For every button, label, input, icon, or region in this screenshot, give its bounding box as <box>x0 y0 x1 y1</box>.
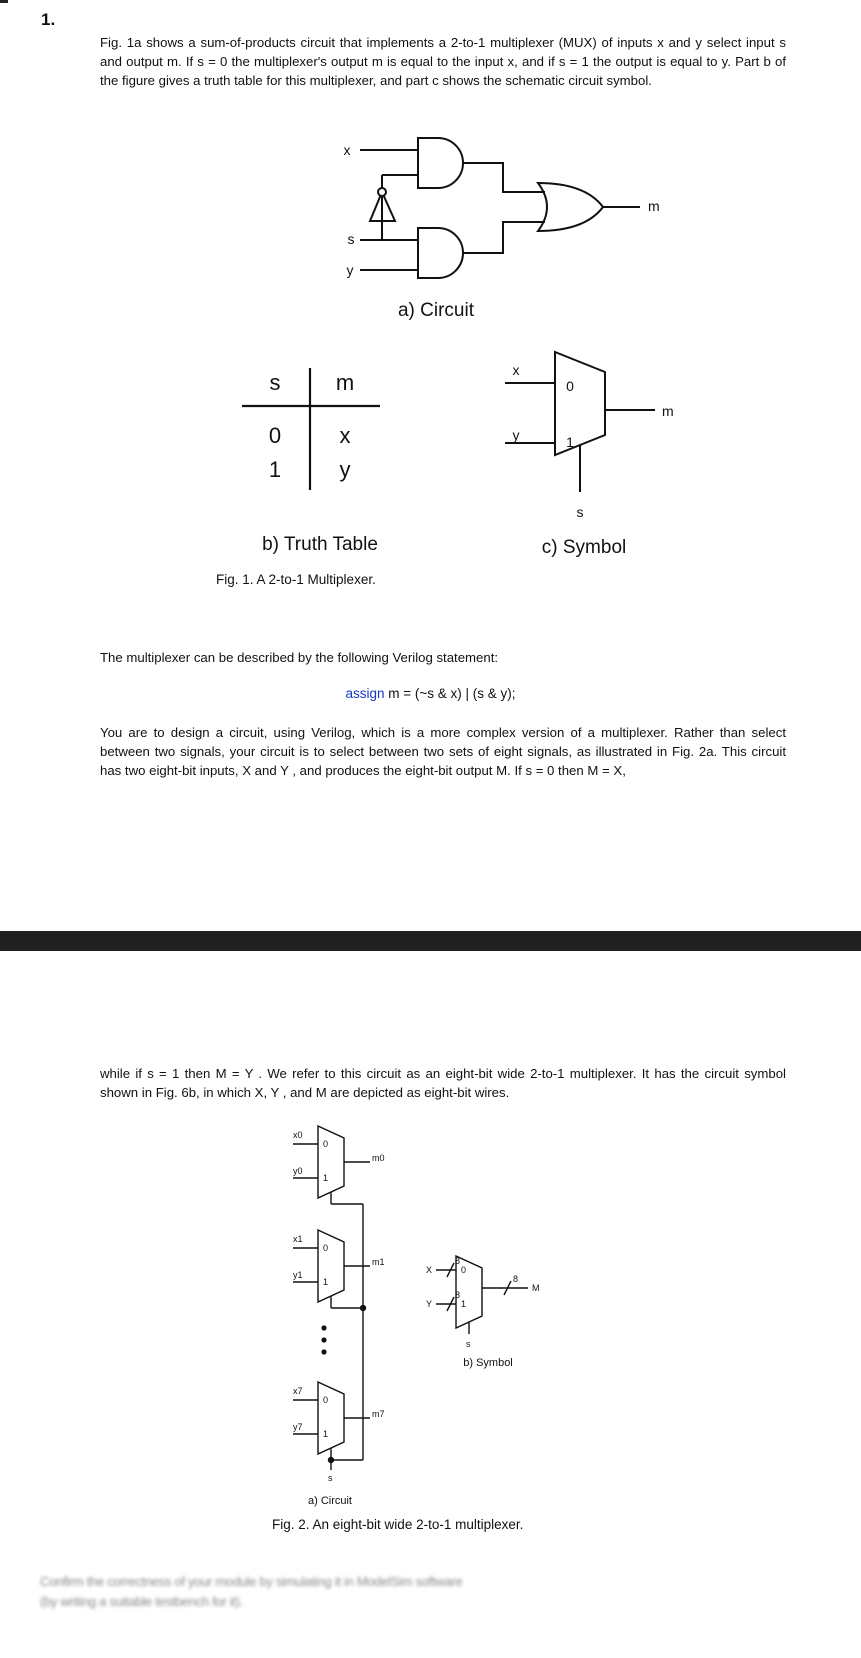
mux1-y-label: y1 <box>293 1270 303 1280</box>
mux7-m-label: m7 <box>372 1409 385 1419</box>
mux0-in1: 1 <box>323 1173 329 1183</box>
blurred-note-line: Confirm the correctness of your module by simulating it in ModelSim software <box>40 1574 463 1589</box>
mux7-y-label: y7 <box>293 1422 303 1432</box>
fig2-symbol-y: Y <box>425 1299 432 1309</box>
fig2-symbol-in1: 1 <box>461 1299 467 1309</box>
circuit-label-y: y <box>346 262 354 278</box>
mux0-x-label: x0 <box>293 1130 303 1140</box>
truth-cell: 1 <box>268 457 282 482</box>
fig2-caption: Fig. 2. An eight-bit wide 2-to-1 multiplexer. <box>272 1517 524 1532</box>
mux0-m-label: m0 <box>372 1153 385 1163</box>
fig2a-caption: a) Circuit <box>307 1495 353 1507</box>
fig1-caption: Fig. 1. A 2-to-1 Multiplexer. <box>216 572 376 587</box>
fig1c-caption: c) Symbol <box>541 537 627 558</box>
question-number: 1. <box>41 10 56 29</box>
circuit-label-x: x <box>343 142 351 158</box>
blurred-note <box>40 1572 462 1612</box>
intro-paragraph: Fig. 1a shows a sum-of-products circuit that implements a 2-to-1 multiplexer (MUX) of inputs x and y select input s and output m. If s = 0 the multiplexer's output m is equal to the input x, and if s = 1 the output is equal to y. Part b of the figure gives a truth table for this multiplexer, and part c shows the schematic circuit symbol. <box>100 35 786 88</box>
mux7-in0: 0 <box>323 1395 329 1405</box>
fig2-bus-width-x: 8 <box>455 1256 461 1266</box>
design-paragraph: You are to design a circuit, using Verilog, which is a more complex version of a multiplexer. Rather than select between two signals, your circuit is to select between two sets of eight signals, as illustrated in Fig. 2a. This circuit has two eight-bit inputs, X and Y , and produces the eight-bit output M. If s = 0 then M = X, <box>100 725 786 778</box>
verilog-intro: The multiplexer can be described by the following Verilog statement: <box>100 650 499 665</box>
mux0-in0: 0 <box>323 1139 329 1149</box>
mux1-in1: 1 <box>323 1277 329 1287</box>
verilog-keyword: assign <box>345 686 385 701</box>
truth-header-s: s <box>269 370 281 395</box>
verilog-expression: m = (~s & x) | (s & y); <box>384 686 516 701</box>
fig1b-caption: b) Truth Table <box>262 534 378 555</box>
truth-header-m: m <box>335 370 355 395</box>
mux7-in1: 1 <box>323 1429 329 1439</box>
symbol-label-y: y <box>512 427 520 443</box>
fig1a-caption: a) Circuit <box>397 300 475 321</box>
mux7-x-label: x7 <box>293 1386 303 1396</box>
symbol-label-s: s <box>576 504 584 520</box>
fig2-symbol-in0: 0 <box>461 1265 467 1275</box>
mux0-y-label: y0 <box>293 1166 303 1176</box>
fig2-symbol-x: X <box>425 1265 432 1275</box>
truth-cell: x <box>339 423 351 448</box>
fig2-bus-width-y: 8 <box>455 1290 461 1300</box>
fig2-symbol-s: s <box>466 1339 471 1349</box>
symbol-input-1: 1 <box>566 434 574 450</box>
truth-cell: y <box>339 457 351 482</box>
symbol-label-x: x <box>512 362 520 378</box>
mux1-m-label: m1 <box>372 1257 385 1267</box>
continuation-paragraph: while if s = 1 then M = Y . We refer to this circuit as an eight-bit wide 2-to-1 multiplexer. It has the circuit symbol shown in Fig. 6b, in which X, Y , and M are depicted as eight-bit wires. <box>100 1066 786 1100</box>
symbol-label-m: m <box>662 403 674 419</box>
mux1-x-label: x1 <box>293 1234 303 1244</box>
truth-cell: 0 <box>268 423 282 448</box>
fig2-bus-width-m: 8 <box>513 1274 519 1284</box>
fig2b-caption: b) Symbol <box>463 1357 513 1369</box>
fig2-select-label: s <box>328 1473 333 1483</box>
circuit-label-m: m <box>648 198 660 214</box>
symbol-input-0: 0 <box>566 378 574 394</box>
circuit-label-s: s <box>347 231 355 247</box>
blurred-note-line: (by writing a suitable testbench for it). <box>40 1594 244 1609</box>
mux1-in0: 0 <box>323 1243 329 1253</box>
fig2-symbol-m: M <box>532 1283 540 1293</box>
